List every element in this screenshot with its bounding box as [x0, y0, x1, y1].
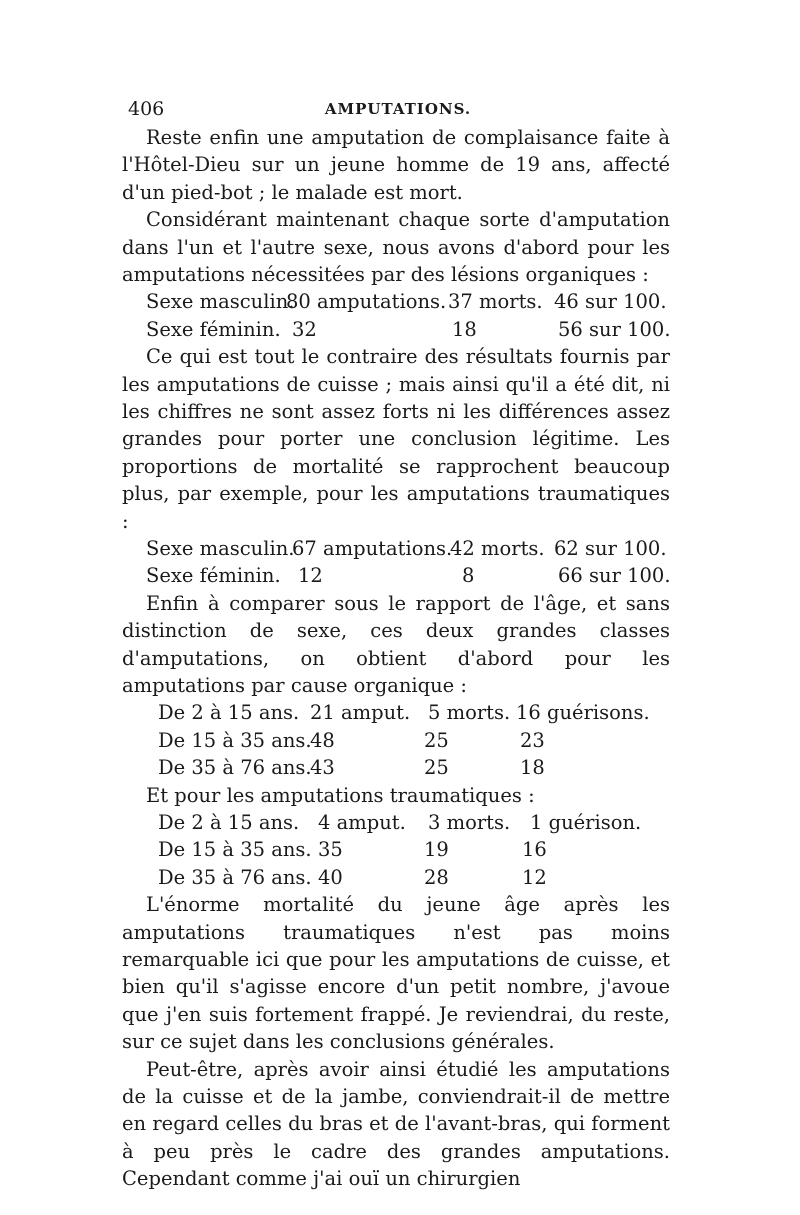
row-outcome: 12 — [522, 865, 547, 889]
row-range: De 2 à 15 ans. — [158, 811, 300, 835]
row-outcome: 16 guérisons. — [516, 701, 650, 725]
row-amputations: 35 — [318, 838, 343, 862]
row-deaths: 25 — [424, 756, 449, 780]
row-deaths: 3 morts. — [428, 811, 511, 835]
row-deaths: 18 — [452, 317, 477, 341]
row-rate: 66 sur 100. — [558, 564, 671, 588]
row-label: Sexe masculin. — [146, 537, 295, 561]
row-deaths: 5 morts. — [428, 701, 511, 725]
table-row — [122, 864, 670, 891]
table-sex-organic — [122, 288, 670, 343]
page-number: 406 — [128, 98, 165, 120]
table-row — [122, 288, 670, 315]
row-deaths: 25 — [424, 728, 449, 752]
row-rate: 46 sur 100. — [554, 290, 667, 314]
row-label: Sexe féminin. — [146, 564, 281, 588]
table-row — [122, 754, 670, 781]
table-age-organic — [122, 699, 670, 781]
row-outcome: 23 — [520, 728, 545, 752]
row-deaths: 8 — [462, 564, 475, 588]
row-outcome: 1 guérison. — [530, 811, 642, 835]
table-row — [122, 809, 670, 836]
row-range: De 35 à 76 ans. — [158, 756, 312, 780]
row-amputations: 43 — [310, 756, 335, 780]
row-rate: 56 sur 100. — [558, 317, 671, 341]
paragraph-5: Et pour les amputations traumatiques : — [146, 783, 535, 807]
paragraph-4: Enfin à comparer sous le rapport de l'âge, et sans distinction de sexe, ces deux grandes classes d'amputations, on obtient d'abord pour les amputations par cause organique : — [122, 591, 670, 698]
row-amputations: 4 amput. — [318, 811, 406, 835]
row-label: Sexe féminin. — [146, 317, 281, 341]
row-outcome: 16 — [522, 838, 547, 862]
table-row — [122, 836, 670, 863]
table-row — [122, 316, 670, 343]
table-age-traumatic — [122, 809, 670, 891]
paragraph-1: Reste enfin une amputation de complaisance faite à l'Hôtel-Dieu sur un jeune homme de 19 ans, affecté d'un pied-bot ; le malade est mort. — [122, 126, 670, 204]
page-body — [122, 124, 670, 1193]
row-amputations: 67 amputations. — [292, 537, 453, 561]
table-row — [122, 562, 670, 589]
table-row — [122, 535, 670, 562]
row-deaths: 37 morts. — [448, 290, 543, 314]
row-amputations: 32 — [292, 317, 317, 341]
row-range: De 15 à 35 ans. — [158, 838, 312, 862]
row-amputations: 12 — [298, 564, 323, 588]
row-amputations: 80 amputations. — [286, 290, 447, 314]
row-range: De 15 à 35 ans. — [158, 728, 312, 752]
table-row — [122, 727, 670, 754]
row-deaths: 28 — [424, 865, 449, 889]
row-deaths: 19 — [424, 838, 449, 862]
row-amputations: 40 — [318, 865, 343, 889]
row-amputations: 48 — [310, 728, 335, 752]
paragraph-6: L'énorme mortalité du jeune âge après les amputations traumatiques n'est pas moins remarquable ici que pour les amputations de cuisse, et bien qu'il s'agisse encore d'un petit nombre, j'avoue que j'en suis fortement frappé. Je reviendrai, du reste, sur ce sujet dans les conclusions générales. — [122, 893, 670, 1054]
paragraph-7: Peut-être, après avoir ainsi étudié les amputations de la cuisse et de la jambe, conviendrait-il de mettre en regard celles du bras et de l'avant-bras, qui forment à peu près le cadre des grandes amputations. Cependant comme j'ai ouï un chirurgien — [122, 1057, 670, 1191]
row-range: De 2 à 15 ans. — [158, 701, 300, 725]
paragraph-3: Ce qui est tout le contraire des résultats fournis par les amputations de cuisse ; mais ainsi qu'il a été dit, ni les chiffres ne sont assez forts ni les différences assez grandes pour porter une conclusion légitime. Les proportions de mortalité se rapprochent beaucoup plus, par exemple, pour les amputations traumatiques : — [122, 345, 670, 533]
table-row — [122, 699, 670, 726]
paragraph-2: Considérant maintenant chaque sorte d'amputation dans l'un et l'autre sexe, nous avons d'abord pour les amputations nécessitées par des lésions organiques : — [122, 208, 670, 287]
row-amputations: 21 amput. — [310, 701, 411, 725]
row-outcome: 18 — [520, 756, 545, 780]
row-deaths: 42 morts. — [450, 537, 545, 561]
row-range: De 35 à 76 ans. — [158, 865, 312, 889]
row-rate: 62 sur 100. — [554, 537, 667, 561]
row-label: Sexe masculin. — [146, 290, 295, 314]
running-title: AMPUTATIONS. — [324, 100, 472, 118]
table-sex-traumatic — [122, 535, 670, 590]
